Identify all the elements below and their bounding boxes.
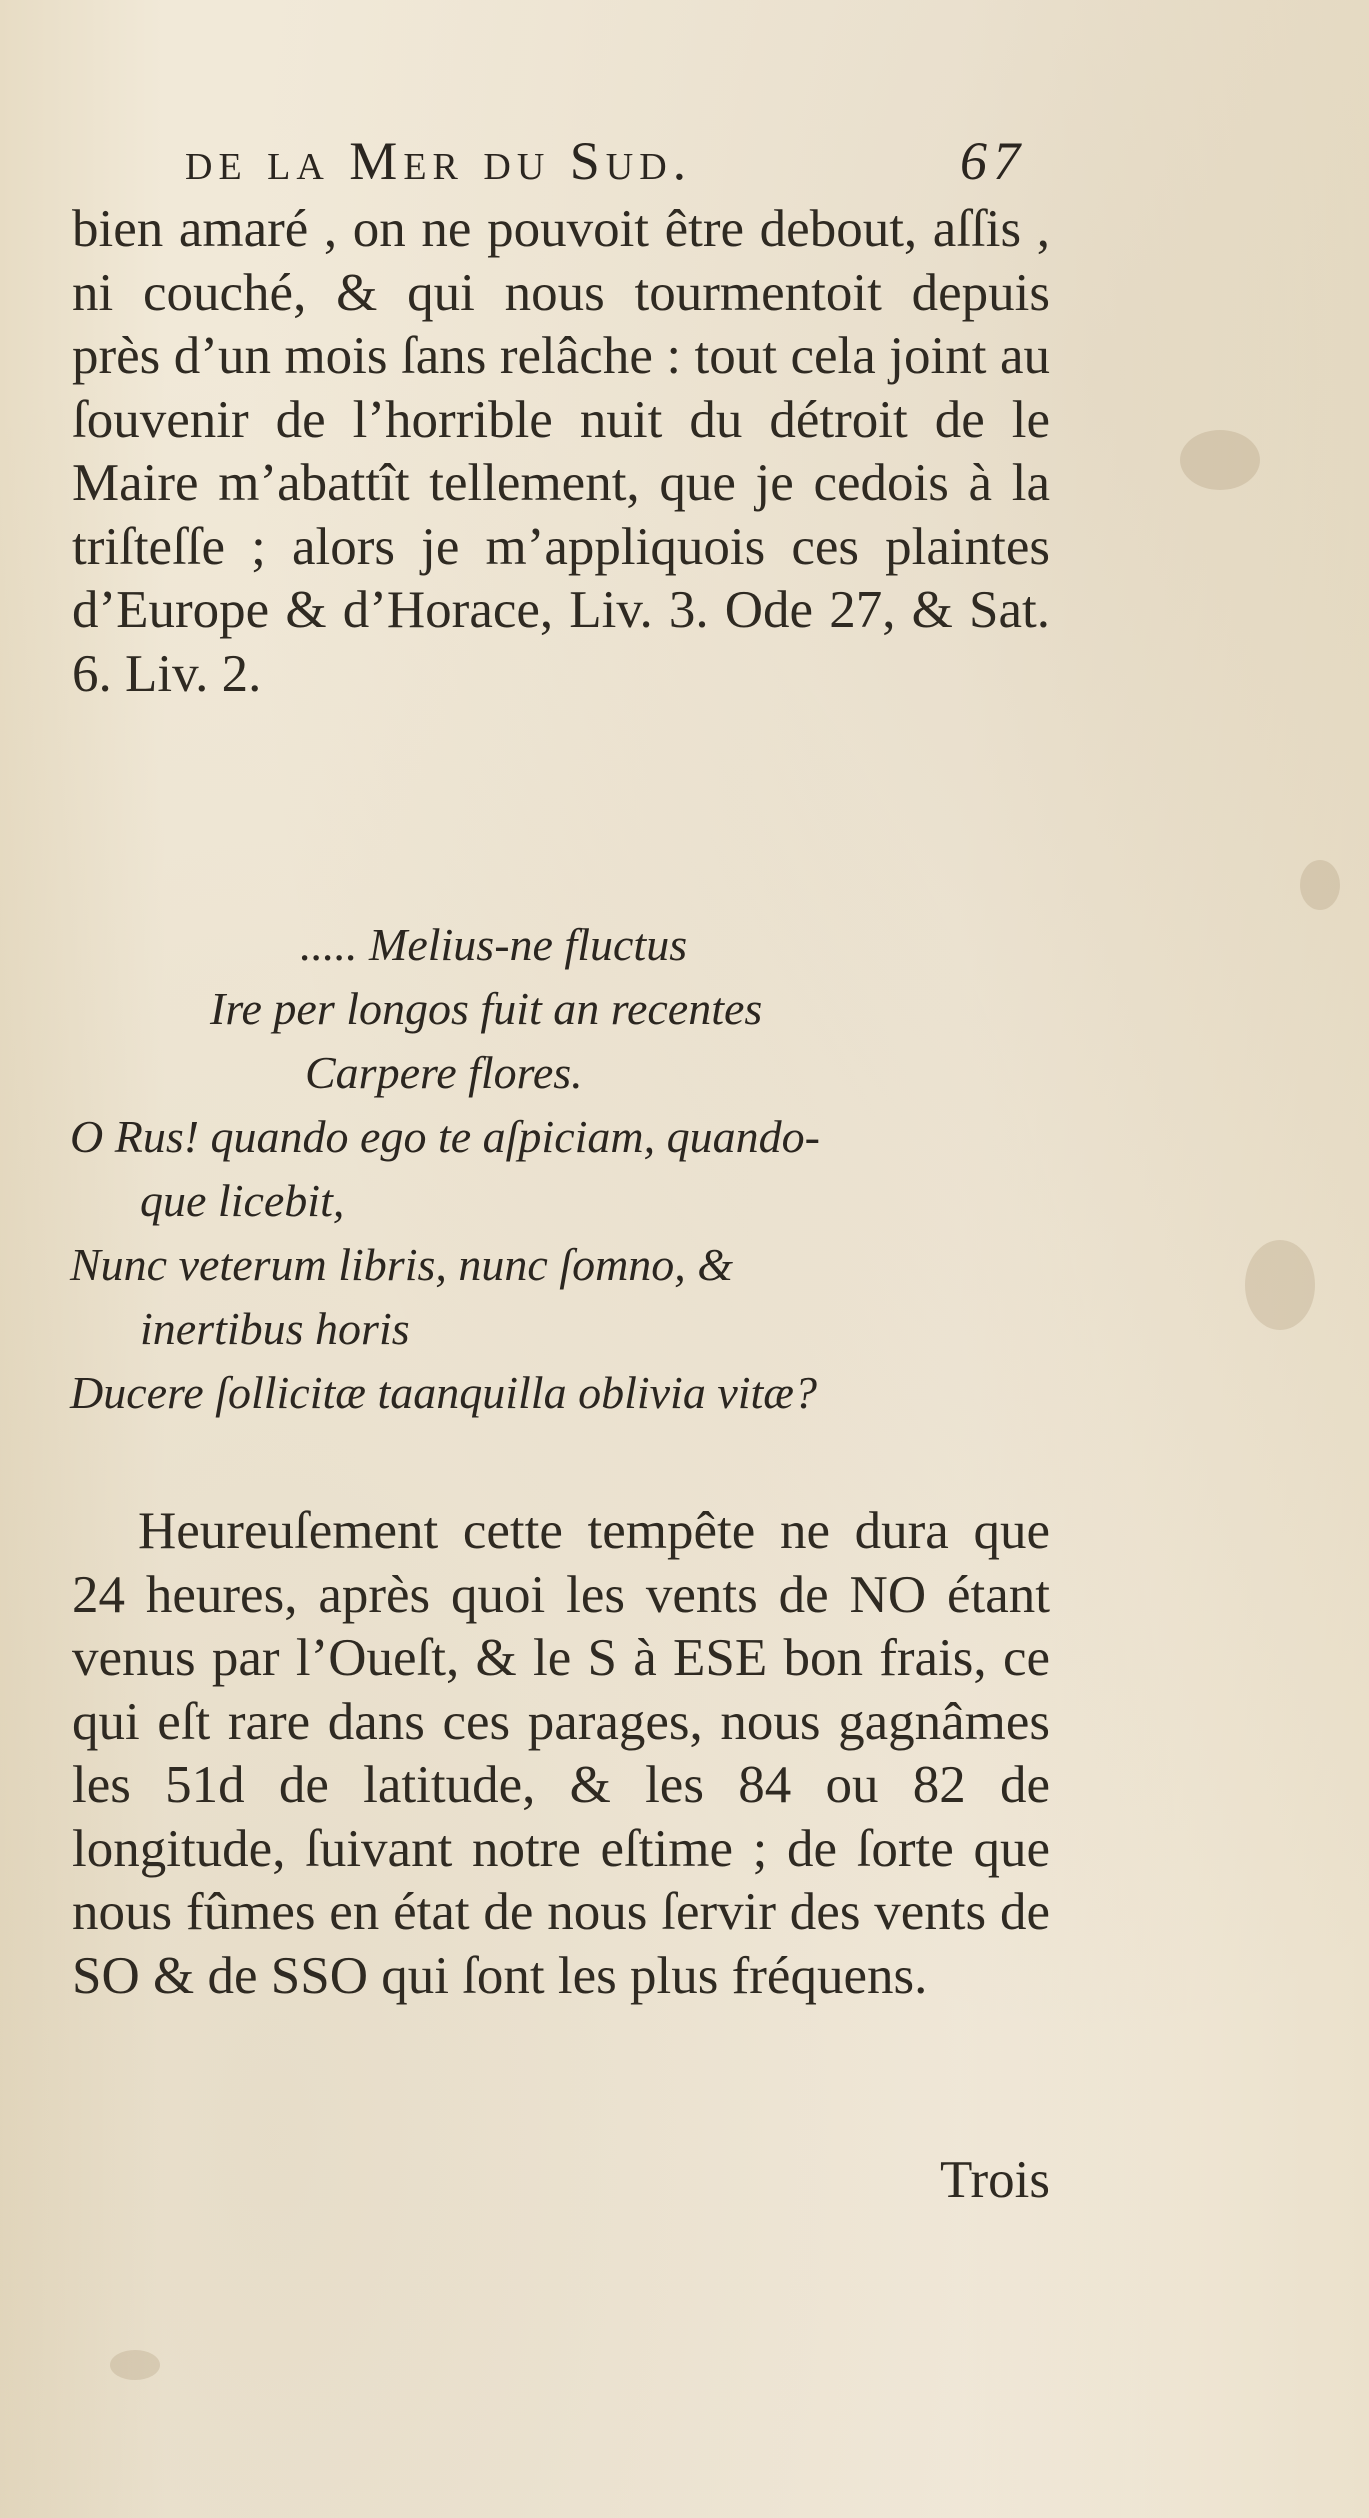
paper-stain xyxy=(1180,430,1260,490)
verse-line-8: Ducere ſollicitæ taanquilla oblivia vitæ? xyxy=(70,1367,817,1418)
paper-stain xyxy=(1245,1240,1315,1330)
paragraph-1: bien amaré , on ne pouvoit être debout, aſſis , ni couché, & qui nous tourmentoit depuis près d’un mois ſans relâche : tout cela joint au ſouvenir de l’horrible nuit du détroit de le Maire m’abattît tellement, que je cedois à la triſteſſe ; alors je m’appliquois ces plaintes d’Europe & d’Horace, Liv. 3. Ode 27, & Sat. 6. Liv. 2. xyxy=(72,200,1050,703)
verse-line-2: Ire per longos fuit an recentes xyxy=(210,983,763,1034)
running-head-title: de la Mer du Sud. xyxy=(185,131,693,191)
verse-line-7: inertibus horis xyxy=(140,1303,410,1354)
catchword: Trois xyxy=(939,2151,1050,2209)
verse-line-3: Carpere flores. xyxy=(305,1047,583,1098)
verse-line-1: ..... Melius-ne fluctus xyxy=(300,919,688,970)
verse-line-6: Nunc veterum libris, nunc ſomno, & xyxy=(70,1239,734,1290)
verse-line-4: O Rus! quando ego te aſpiciam, quando- xyxy=(70,1111,820,1162)
page-number: 67 xyxy=(960,131,1026,191)
verse-line-5: que licebit, xyxy=(140,1175,345,1226)
paper-stain xyxy=(1300,860,1340,910)
paragraph-2: Heureuſement cette tempête ne dura que 24 heures, après quoi les vents de NO étant venus par l’Oueſt, & le S à ESE bon frais, ce qui eſt rare dans ces parages, nous gagnâmes les 51d de latitude, & les 84 ou 82 de longitude, ſuivant notre eſtime ; de ſorte que nous fûmes en état de nous ſervir des vents de SO & de SSO qui ſont les plus fréquens. xyxy=(72,1502,1050,2005)
paper-stain xyxy=(110,2350,160,2380)
